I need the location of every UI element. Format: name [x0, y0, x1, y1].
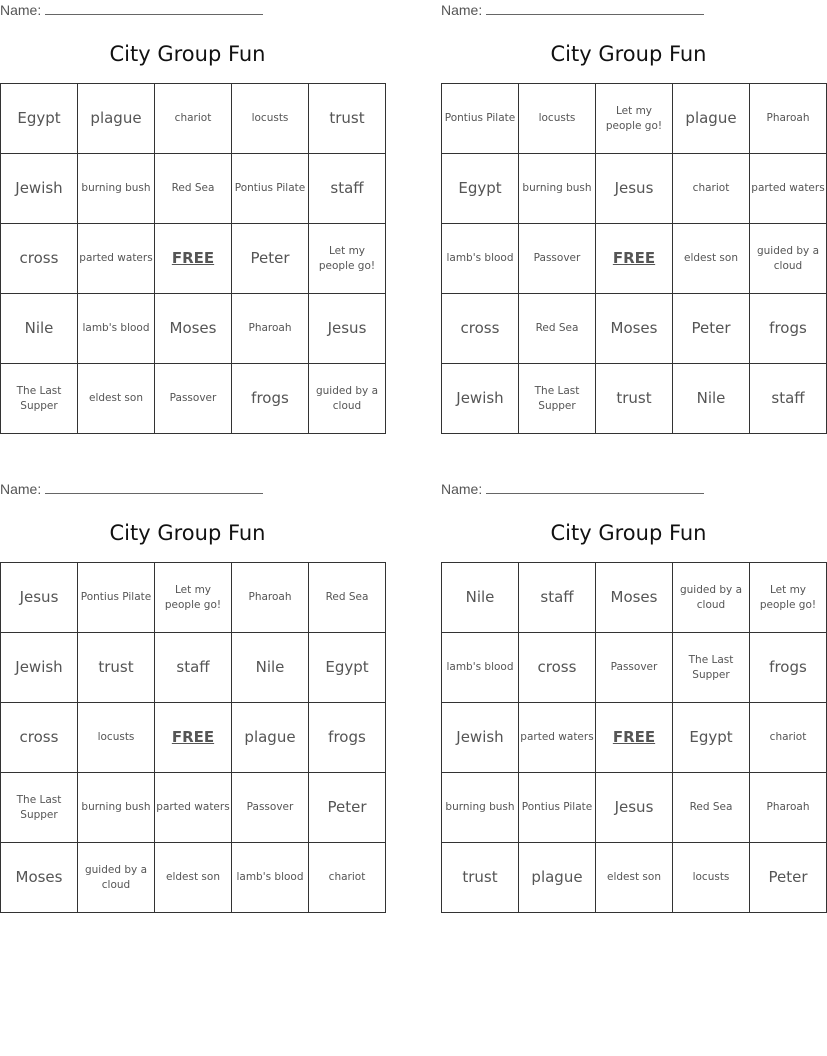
- bingo-cell[interactable]: Egypt: [309, 633, 386, 703]
- bingo-card-1: [0, 0, 378, 440]
- bingo-cell[interactable]: Passover: [596, 633, 673, 703]
- grid-row: [1, 224, 386, 294]
- bingo-cell[interactable]: plague: [232, 703, 309, 773]
- bingo-card-4: [441, 479, 816, 919]
- bingo-cell[interactable]: Pharoah: [232, 294, 309, 364]
- bingo-grid: [441, 83, 827, 434]
- bingo-cell[interactable]: Egypt: [1, 84, 78, 154]
- bingo-cell[interactable]: frogs: [309, 703, 386, 773]
- bingo-cell[interactable]: trust: [442, 843, 519, 913]
- grid-row: [442, 364, 827, 434]
- bingo-cell[interactable]: Red Sea: [309, 563, 386, 633]
- bingo-cell[interactable]: lamb's blood: [78, 294, 155, 364]
- bingo-cell[interactable]: lamb's blood: [232, 843, 309, 913]
- bingo-cell[interactable]: parted waters: [155, 773, 232, 843]
- bingo-cell[interactable]: Nile: [673, 364, 750, 434]
- bingo-cell[interactable]: The Last Supper: [1, 364, 78, 434]
- bingo-cell[interactable]: guided by a cloud: [750, 224, 827, 294]
- bingo-cell[interactable]: The Last Supper: [1, 773, 78, 843]
- bingo-card-2: [441, 0, 825, 440]
- name-line[interactable]: [486, 2, 704, 15]
- bingo-cell[interactable]: staff: [750, 364, 827, 434]
- bingo-cell[interactable]: Nile: [232, 633, 309, 703]
- bingo-cell[interactable]: Passover: [232, 773, 309, 843]
- bingo-cell[interactable]: Moses: [1, 843, 78, 913]
- bingo-cell[interactable]: plague: [78, 84, 155, 154]
- grid-row: [442, 773, 827, 843]
- free-space[interactable]: FREE: [155, 703, 232, 773]
- name-field[interactable]: [0, 481, 263, 497]
- bingo-cell[interactable]: Pontius Pilate: [232, 154, 309, 224]
- bingo-cell[interactable]: Moses: [596, 563, 673, 633]
- bingo-cell[interactable]: guided by a cloud: [78, 843, 155, 913]
- bingo-cell[interactable]: Jesus: [1, 563, 78, 633]
- name-field[interactable]: [0, 2, 263, 18]
- grid-row: [1, 703, 386, 773]
- bingo-cell[interactable]: Jewish: [442, 703, 519, 773]
- bingo-cell[interactable]: frogs: [750, 633, 827, 703]
- bingo-cell[interactable]: Pharoah: [232, 563, 309, 633]
- bingo-cell[interactable]: Pharoah: [750, 84, 827, 154]
- bingo-cell[interactable]: burning bush: [78, 773, 155, 843]
- bingo-cell[interactable]: locusts: [673, 843, 750, 913]
- card-title: City Group Fun: [550, 521, 707, 545]
- bingo-cell[interactable]: burning bush: [519, 154, 596, 224]
- free-space[interactable]: FREE: [596, 703, 673, 773]
- card-title: City Group Fun: [109, 42, 266, 66]
- bingo-grid: [0, 83, 386, 434]
- bingo-cell[interactable]: Pontius Pilate: [519, 773, 596, 843]
- bingo-cell[interactable]: cross: [519, 633, 596, 703]
- bingo-cell[interactable]: eldest son: [78, 364, 155, 434]
- bingo-cell[interactable]: burning bush: [78, 154, 155, 224]
- card-title: City Group Fun: [550, 42, 707, 66]
- grid-row: [1, 773, 386, 843]
- grid-row: [1, 154, 386, 224]
- bingo-cell[interactable]: chariot: [309, 843, 386, 913]
- bingo-cell[interactable]: Jewish: [442, 364, 519, 434]
- bingo-cell[interactable]: Nile: [1, 294, 78, 364]
- bingo-cell[interactable]: parted waters: [78, 224, 155, 294]
- bingo-cell[interactable]: Jewish: [1, 154, 78, 224]
- free-space[interactable]: FREE: [155, 224, 232, 294]
- bingo-cell[interactable]: cross: [1, 224, 78, 294]
- bingo-cell[interactable]: Pontius Pilate: [442, 84, 519, 154]
- grid-row: [442, 563, 827, 633]
- bingo-cell[interactable]: cross: [1, 703, 78, 773]
- grid-row: [1, 563, 386, 633]
- bingo-cell[interactable]: Peter: [673, 294, 750, 364]
- bingo-cell[interactable]: guided by a cloud: [309, 364, 386, 434]
- bingo-cell[interactable]: Red Sea: [673, 773, 750, 843]
- name-field[interactable]: [441, 2, 704, 18]
- bingo-cell[interactable]: Pontius Pilate: [78, 563, 155, 633]
- name-line[interactable]: [45, 2, 263, 15]
- free-space[interactable]: FREE: [596, 224, 673, 294]
- name-field[interactable]: [441, 481, 704, 497]
- bingo-cell[interactable]: staff: [519, 563, 596, 633]
- bingo-cell[interactable]: Red Sea: [519, 294, 596, 364]
- bingo-cell[interactable]: Peter: [309, 773, 386, 843]
- bingo-cell[interactable]: chariot: [673, 154, 750, 224]
- name-line[interactable]: [45, 481, 263, 494]
- bingo-cell[interactable]: locusts: [78, 703, 155, 773]
- bingo-cell[interactable]: staff: [309, 154, 386, 224]
- bingo-cell[interactable]: trust: [596, 364, 673, 434]
- bingo-cell[interactable]: trust: [78, 633, 155, 703]
- grid-row: [442, 224, 827, 294]
- bingo-cell[interactable]: Nile: [442, 563, 519, 633]
- bingo-cell[interactable]: frogs: [750, 294, 827, 364]
- bingo-grid: [441, 562, 827, 913]
- bingo-cell[interactable]: eldest son: [155, 843, 232, 913]
- bingo-cell[interactable]: burning bush: [442, 773, 519, 843]
- name-label: Name:: [0, 481, 42, 497]
- bingo-cell[interactable]: staff: [155, 633, 232, 703]
- bingo-cell[interactable]: parted waters: [519, 703, 596, 773]
- bingo-cell[interactable]: Jesus: [596, 773, 673, 843]
- name-label: Name:: [0, 2, 42, 18]
- bingo-cell[interactable]: Passover: [519, 224, 596, 294]
- bingo-cell[interactable]: Peter: [750, 843, 827, 913]
- name-label: Name:: [441, 481, 483, 497]
- grid-row: [1, 843, 386, 913]
- grid-row: [1, 84, 386, 154]
- bingo-cell[interactable]: Moses: [155, 294, 232, 364]
- name-line[interactable]: [486, 481, 704, 494]
- grid-row: [442, 294, 827, 364]
- grid-row: [1, 364, 386, 434]
- card-title: City Group Fun: [109, 521, 266, 545]
- bingo-cell[interactable]: Let my people go!: [155, 563, 232, 633]
- bingo-cell[interactable]: chariot: [750, 703, 827, 773]
- grid-row: [442, 843, 827, 913]
- bingo-card-3: [0, 479, 375, 919]
- bingo-cell[interactable]: locusts: [232, 84, 309, 154]
- bingo-cell[interactable]: lamb's blood: [442, 633, 519, 703]
- bingo-cell[interactable]: frogs: [232, 364, 309, 434]
- bingo-cell[interactable]: Pharoah: [750, 773, 827, 843]
- bingo-cell[interactable]: Egypt: [673, 703, 750, 773]
- bingo-cell[interactable]: Moses: [596, 294, 673, 364]
- grid-row: [1, 294, 386, 364]
- bingo-cell[interactable]: trust: [309, 84, 386, 154]
- bingo-cell[interactable]: Egypt: [442, 154, 519, 224]
- bingo-cell[interactable]: Peter: [232, 224, 309, 294]
- grid-row: [1, 633, 386, 703]
- bingo-grid: [0, 562, 386, 913]
- bingo-cell[interactable]: plague: [673, 84, 750, 154]
- bingo-cell[interactable]: parted waters: [750, 154, 827, 224]
- bingo-cell[interactable]: chariot: [155, 84, 232, 154]
- bingo-cell[interactable]: Let my people go!: [309, 224, 386, 294]
- bingo-cell[interactable]: Jewish: [1, 633, 78, 703]
- grid-row: [442, 703, 827, 773]
- bingo-cell[interactable]: lamb's blood: [442, 224, 519, 294]
- bingo-cell[interactable]: The Last Supper: [673, 633, 750, 703]
- bingo-cell[interactable]: plague: [519, 843, 596, 913]
- bingo-cell[interactable]: Let my people go!: [596, 84, 673, 154]
- bingo-cell[interactable]: The Last Supper: [519, 364, 596, 434]
- bingo-cell[interactable]: cross: [442, 294, 519, 364]
- name-label: Name:: [441, 2, 483, 18]
- bingo-cell[interactable]: eldest son: [596, 843, 673, 913]
- bingo-cell[interactable]: Jesus: [596, 154, 673, 224]
- bingo-cell[interactable]: eldest son: [673, 224, 750, 294]
- grid-row: [442, 84, 827, 154]
- grid-row: [442, 154, 827, 224]
- bingo-cell[interactable]: Let my people go!: [750, 563, 827, 633]
- grid-row: [442, 633, 827, 703]
- bingo-cell[interactable]: Red Sea: [155, 154, 232, 224]
- bingo-cell[interactable]: locusts: [519, 84, 596, 154]
- bingo-cell[interactable]: Jesus: [309, 294, 386, 364]
- bingo-cell[interactable]: Passover: [155, 364, 232, 434]
- bingo-cell[interactable]: guided by a cloud: [673, 563, 750, 633]
